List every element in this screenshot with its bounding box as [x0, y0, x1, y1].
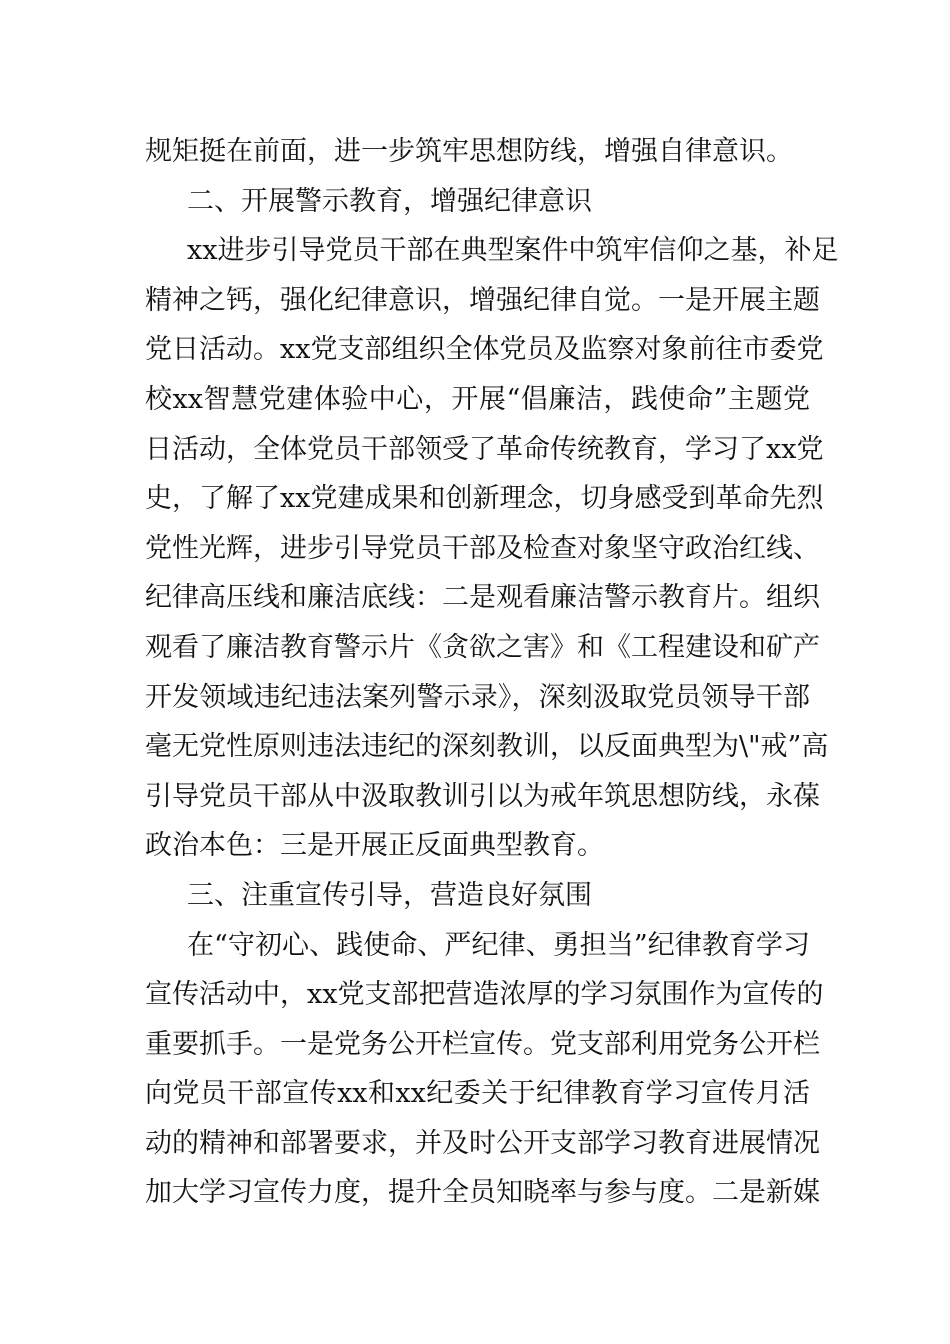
text-line: 重要抓手。一是党务公开栏宣传。党支部利用党务公开栏 [145, 1028, 820, 1060]
document-body [145, 127, 839, 1218]
text-line: 党日活动。xx党支部组织全体党员及监察对象前往市委党 [145, 334, 824, 366]
text-line: 史，了解了xx党建成果和创新理念，切身感受到革命先烈 [145, 483, 824, 515]
section-heading-3: 三、注重宣传引导，营造良好氛围 [187, 879, 592, 911]
text-line: 观看了廉洁教育警示片《贪欲之害》和《工程建设和矿产 [145, 631, 820, 663]
text-line: 引导党员干部从中汲取教训引以为戒年筑思想防线，永葆 [145, 780, 820, 812]
text-line: 宣传活动中，xx党支部把营造浓厚的学习氛围作为宣传的 [145, 979, 824, 1011]
text-line: 政治本色：三是开展正反面典型教育。 [145, 830, 604, 862]
text-line: 规矩挺在前面，进一步筑牢思想防线，增强自律意识。 [145, 136, 793, 167]
section-heading-2: 二、开展警示教育，增强纪律意识 [187, 185, 592, 217]
text-line: 党性光辉，进步引导党员干部及检查对象坚守政治红线、 [145, 532, 820, 564]
text-line: 精神之钙，强化纪律意识，增强纪律自觉。一是开展主题 [145, 284, 820, 316]
text-line: 日活动，全体党员干部领受了革命传统教育，学习了xx党 [145, 433, 824, 465]
text-line: 毫无党性原则违法违纪的深刻教训，以反面典型为\"戒”高 [145, 731, 829, 763]
text-line: 在“守初心、践使命、严纪律、勇担当”纪律教育学习 [187, 929, 810, 961]
text-line: 动的精神和部署要求，并及时公开支部学习教育进展情况 [145, 1127, 820, 1159]
text-line: 开发领域违纪违法案列警示录》，深刻汲取党员领导干部 [145, 681, 810, 713]
text-line: 纪律高压线和廉洁底线：二是观看廉洁警示教育片。组织 [145, 582, 820, 614]
text-line: 向党员干部宣传xx和xx纪委关于纪律教育学习宣传月活 [145, 1078, 810, 1110]
text-line: 校xx智慧党建体验中心，开展“倡廉洁，践使命”主题党 [145, 383, 810, 415]
text-line: 加大学习宣传力度，提升全员知晓率与参与度。二是新媒 [145, 1177, 820, 1209]
text-line: xx进步引导党员干部在典型案件中筑牢信仰之基，补足 [187, 235, 839, 267]
